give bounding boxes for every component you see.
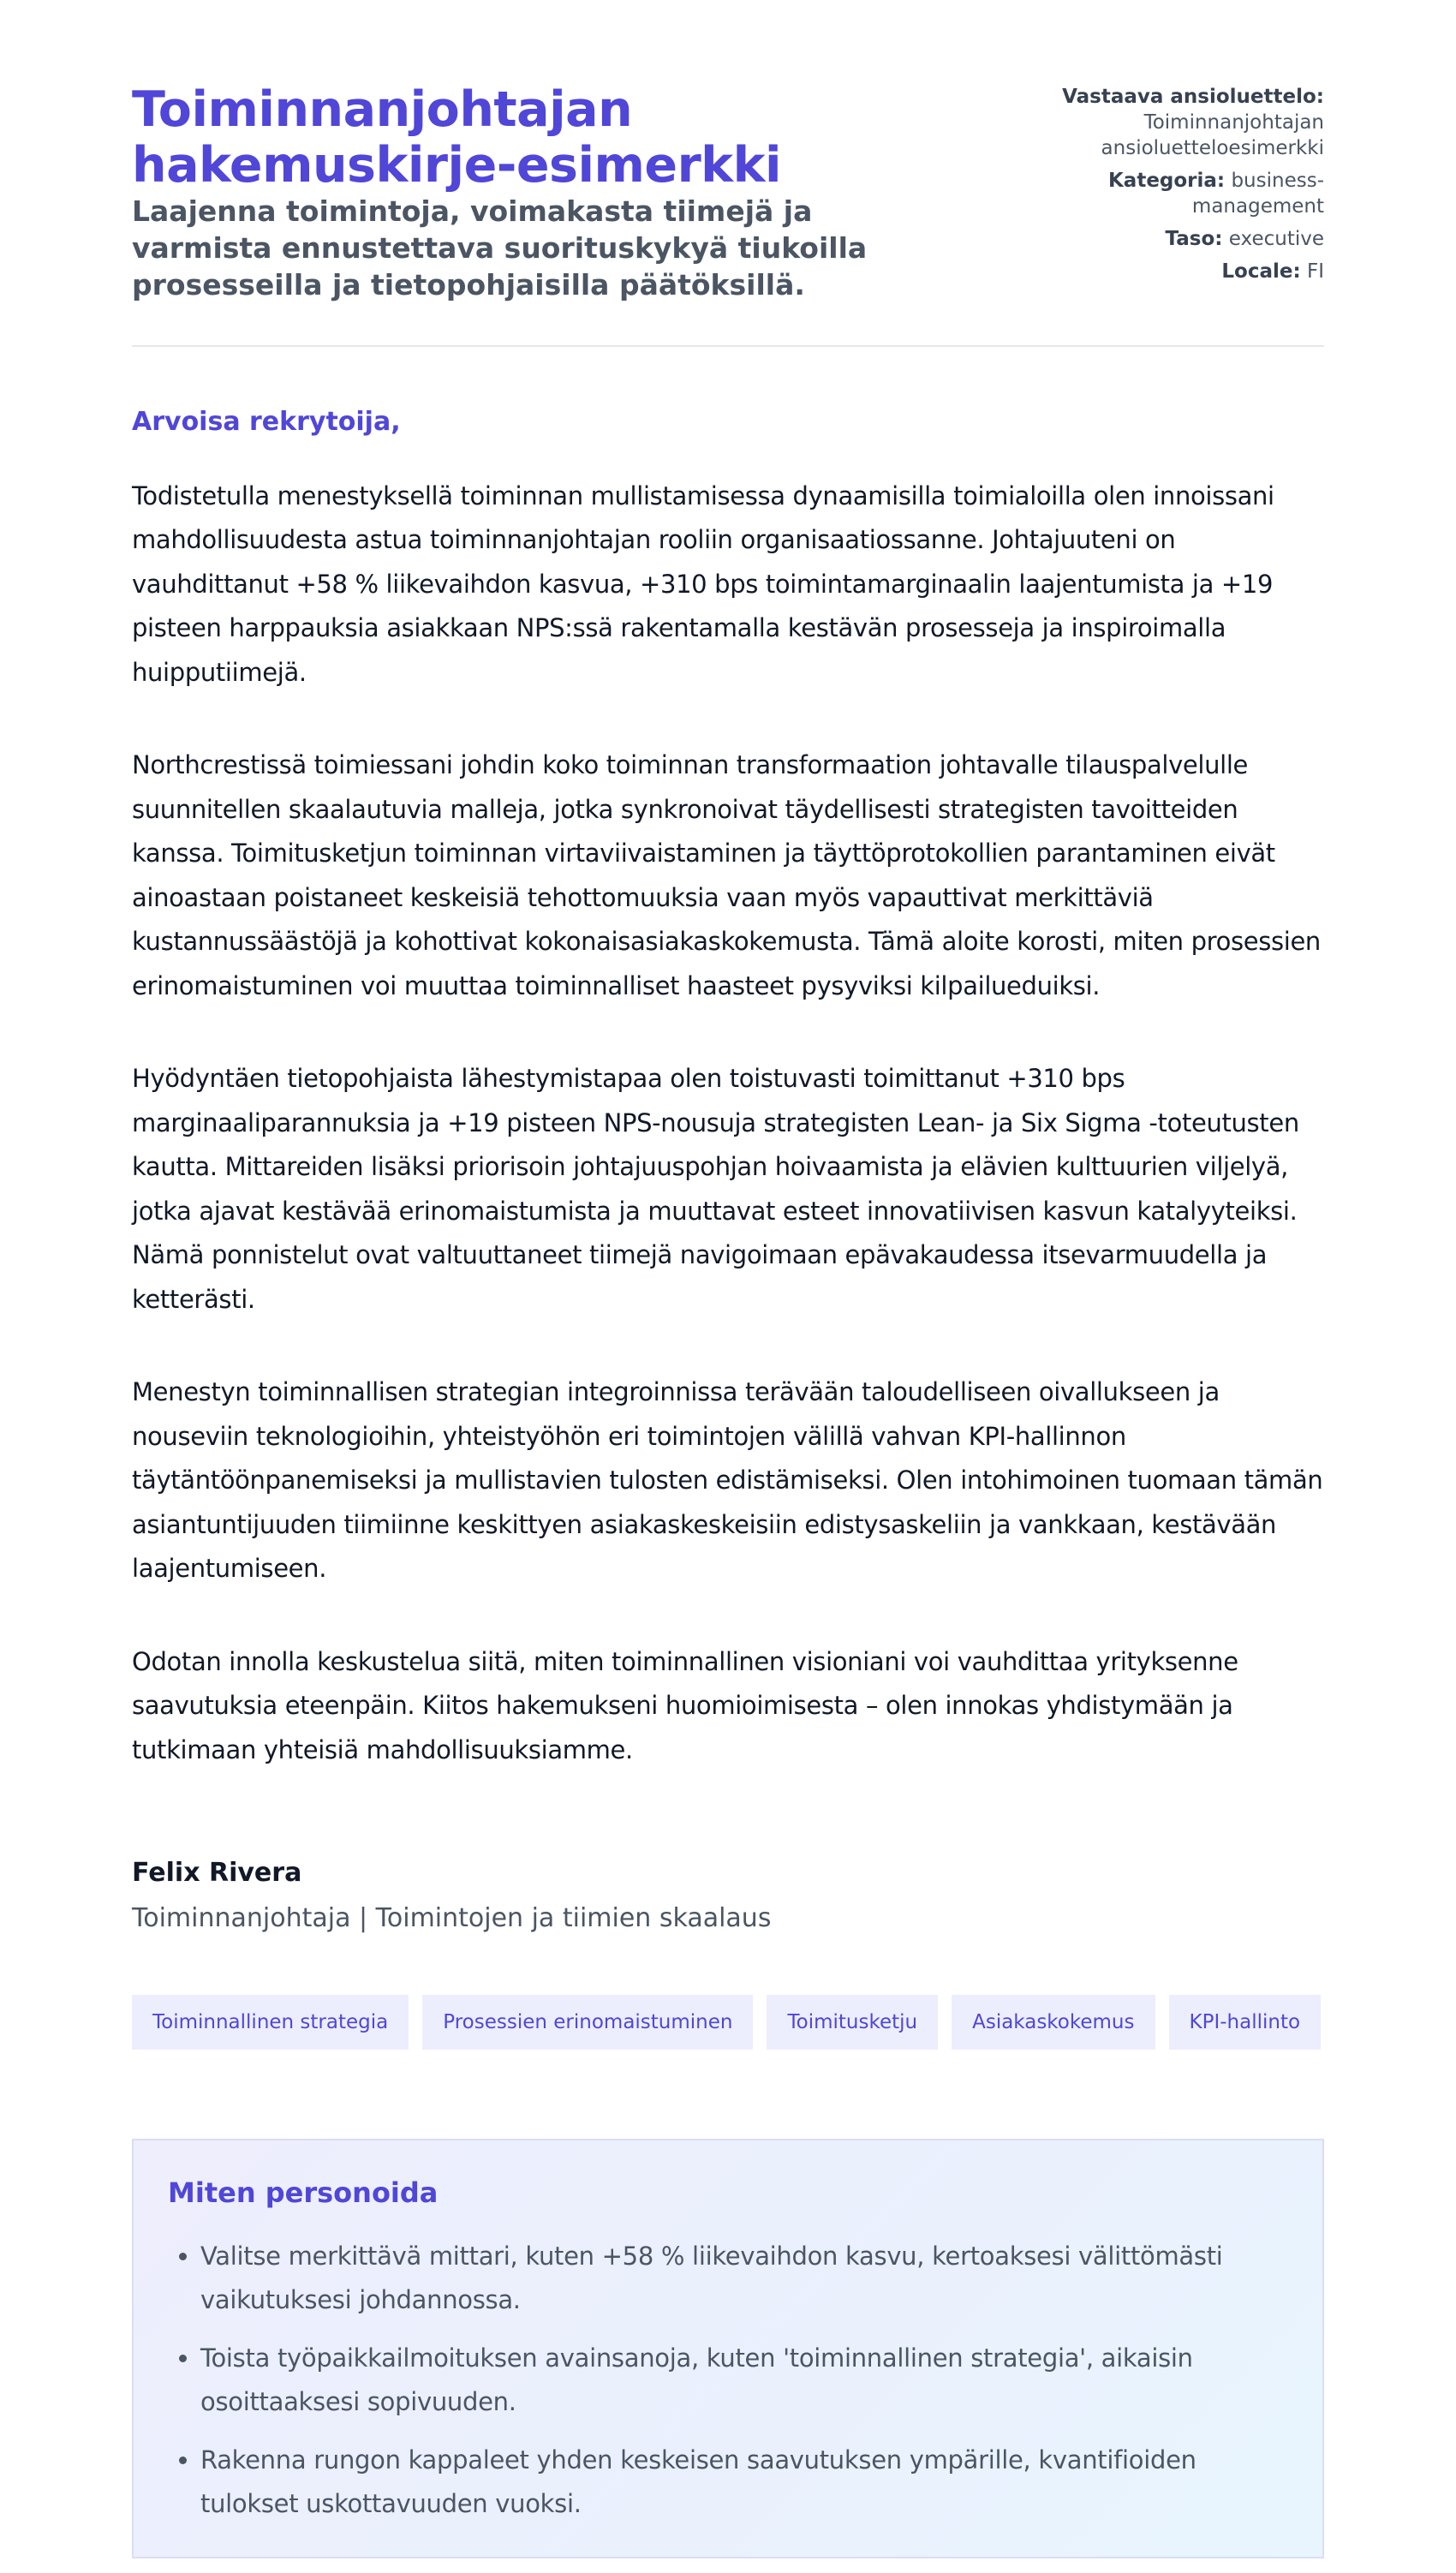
header-divider (132, 345, 1324, 347)
skill-tag: Toiminnallinen strategia (132, 1995, 409, 2050)
meta-category-label: Kategoria: (1107, 170, 1226, 192)
meta-locale-label: Locale: (1221, 260, 1301, 283)
letter-paragraph: Menestyn toiminnallisen strategian integroinnissa terävään taloudelliseen oivallukseen ja nouseviin teknologioihin, yhteistyöhön eri toimintojen välillä vahvan KPI-hallinnon täytäntöönpanemiseksi ja mullistavien tulosten edistämiseksi. Olen intohimoinen tuomaan tämän asiantuntijuuden tiimiinne keskittyen asiakaskeskeisiin edistysaskeliin ja vankkaan, kestävään laajentumiseen. (132, 1377, 1323, 1584)
skill-tag: Asiakaskokemus (952, 1995, 1155, 2050)
page-subtitle: Laajenna toimintoja, voimakasta tiimejä ja varmista ennustettava suorituskykyä tiukoilla prosesseilla ja tietopohjaisilla päätöksillä. (132, 194, 868, 301)
letter-paragraph: Todistetulla menestyksellä toiminnan mullistamisessa dynaamisilla toimialoilla olen innoissani mahdollisuudesta astua toiminnanjohtajan rooliin organisaatiossanne. Johtajuuteni on vauhdittanut +58 % liikevaihdon kasvua, +310 bps toimintamarginaalin laajentumista ja +19 pisteen harppauksia asiakkaan NPS:ssä rakentamalla kestävän prosesseja ja inspiroimalla huipputiimejä. (132, 481, 1274, 687)
personalization-tips (132, 2139, 1324, 2558)
meta-level-value: executive (1228, 228, 1324, 250)
meta-level-label: Taso: (1165, 228, 1223, 250)
skill-tag: KPI-hallinto (1169, 1995, 1322, 2050)
letter-paragraph: Northcrestissä toimiessani johdin koko toiminnan transformaation johtavalle tilauspalvelulle suunnitellen skaalautuvia malleja, jotka synkronoivat täydellisesti strategisten tavoitteiden kanssa. Toimitusketjun toiminnan virtaviivaistaminen ja täyttöprotokollien parantaminen eivät ainoastaan poistaneet keskeisiä tehottomuuksia vaan myös vapauttivat merkittäviä kustannussäästöjä ja kohottivat kokonaisasiakaskokemusta. Tämä aloite korosti, miten prosessien erinomaistuminen voi muuttaa toiminnalliset haasteet pysyviksi kilpailueduiksi. (132, 750, 1321, 1000)
skill-tag: Prosessien erinomaistuminen (422, 1995, 753, 2050)
page-title: Toiminnanjohtajan hakemuskirje-esimerkki (132, 81, 782, 194)
meta-category (1041, 168, 1324, 219)
tips-title: Miten personoida (168, 2176, 439, 2210)
tip-item: • Toista työpaikkailmoituksen avainsanoja, kuten 'toiminnallinen strategia', aikaisin osoittaaksesi sopivuuden. (200, 2337, 1288, 2424)
letter-paragraph: Odotan innolla keskustelua siitä, miten toiminnallinen visioniani voi vauhdittaa yrityksenne saavutuksia eteenpäin. Kiitos hakemukseni huomioimisesta – olen innokas yhdistymään ja tutkimaan yhteisiä mahdollisuuksiamme. (132, 1646, 1238, 1764)
page-header (132, 82, 1324, 304)
letter-body (132, 407, 1324, 1934)
meta-resume (1041, 84, 1324, 161)
skill-tag: Toimitusketju (767, 1995, 938, 2050)
meta-resume-label: Vastaava ansioluettelo: (1062, 86, 1324, 108)
meta-resume-value[interactable]: Toiminnanjohtajan ansioluetteloesimerkki (1101, 111, 1324, 159)
tip-item: • Rakenna rungon kappaleet yhden keskeisen saavutuksen ympärille, kvantifioiden tulokset uskottavuuden vuoksi. (200, 2439, 1288, 2526)
meta-category-value: business-management (1191, 170, 1324, 218)
skill-tags (132, 1995, 1324, 2050)
meta-locale (1041, 259, 1324, 284)
meta-level (1041, 226, 1324, 252)
tips-list (168, 2235, 1288, 2526)
letter-paragraph: Hyödyntäen tietopohjaista lähestymistapaa olen toistuvasti toimittanut +310 bps marginaaliparannuksia ja +19 pisteen NPS-nousuja strategisten Lean- ja Six Sigma -toteutusten kautta. Mittareiden lisäksi priorisoin johtajuuspohjan hoivaamista ja elävien kulttuurien viljelyä, jotka ajavat kestävää erinomaistumista ja muuttavat esteet innovatiivisen kasvun katalyyteiksi. Nämä ponnistelut ovat valtuuttaneet tiimejä navigoimaan epävakaudessa itsevarmuudella ja ketterästi. (132, 1064, 1299, 1314)
signature-name: Felix Rivera (132, 1858, 302, 1889)
meta-locale-value: FI (1306, 260, 1324, 283)
tip-item: • Valitse merkittävä mittari, kuten +58 % liikevaihdon kasvu, kertoaksesi välittömästi vaikutuksesi johdannossa. (200, 2235, 1288, 2322)
header-titles (132, 82, 954, 304)
salutation: Arvoisa rekrytoija, (132, 406, 401, 437)
signature-title: Toiminnanjohtaja | Toimintojen ja tiimien skaalaus (132, 1903, 772, 1934)
meta-panel (1041, 82, 1324, 291)
